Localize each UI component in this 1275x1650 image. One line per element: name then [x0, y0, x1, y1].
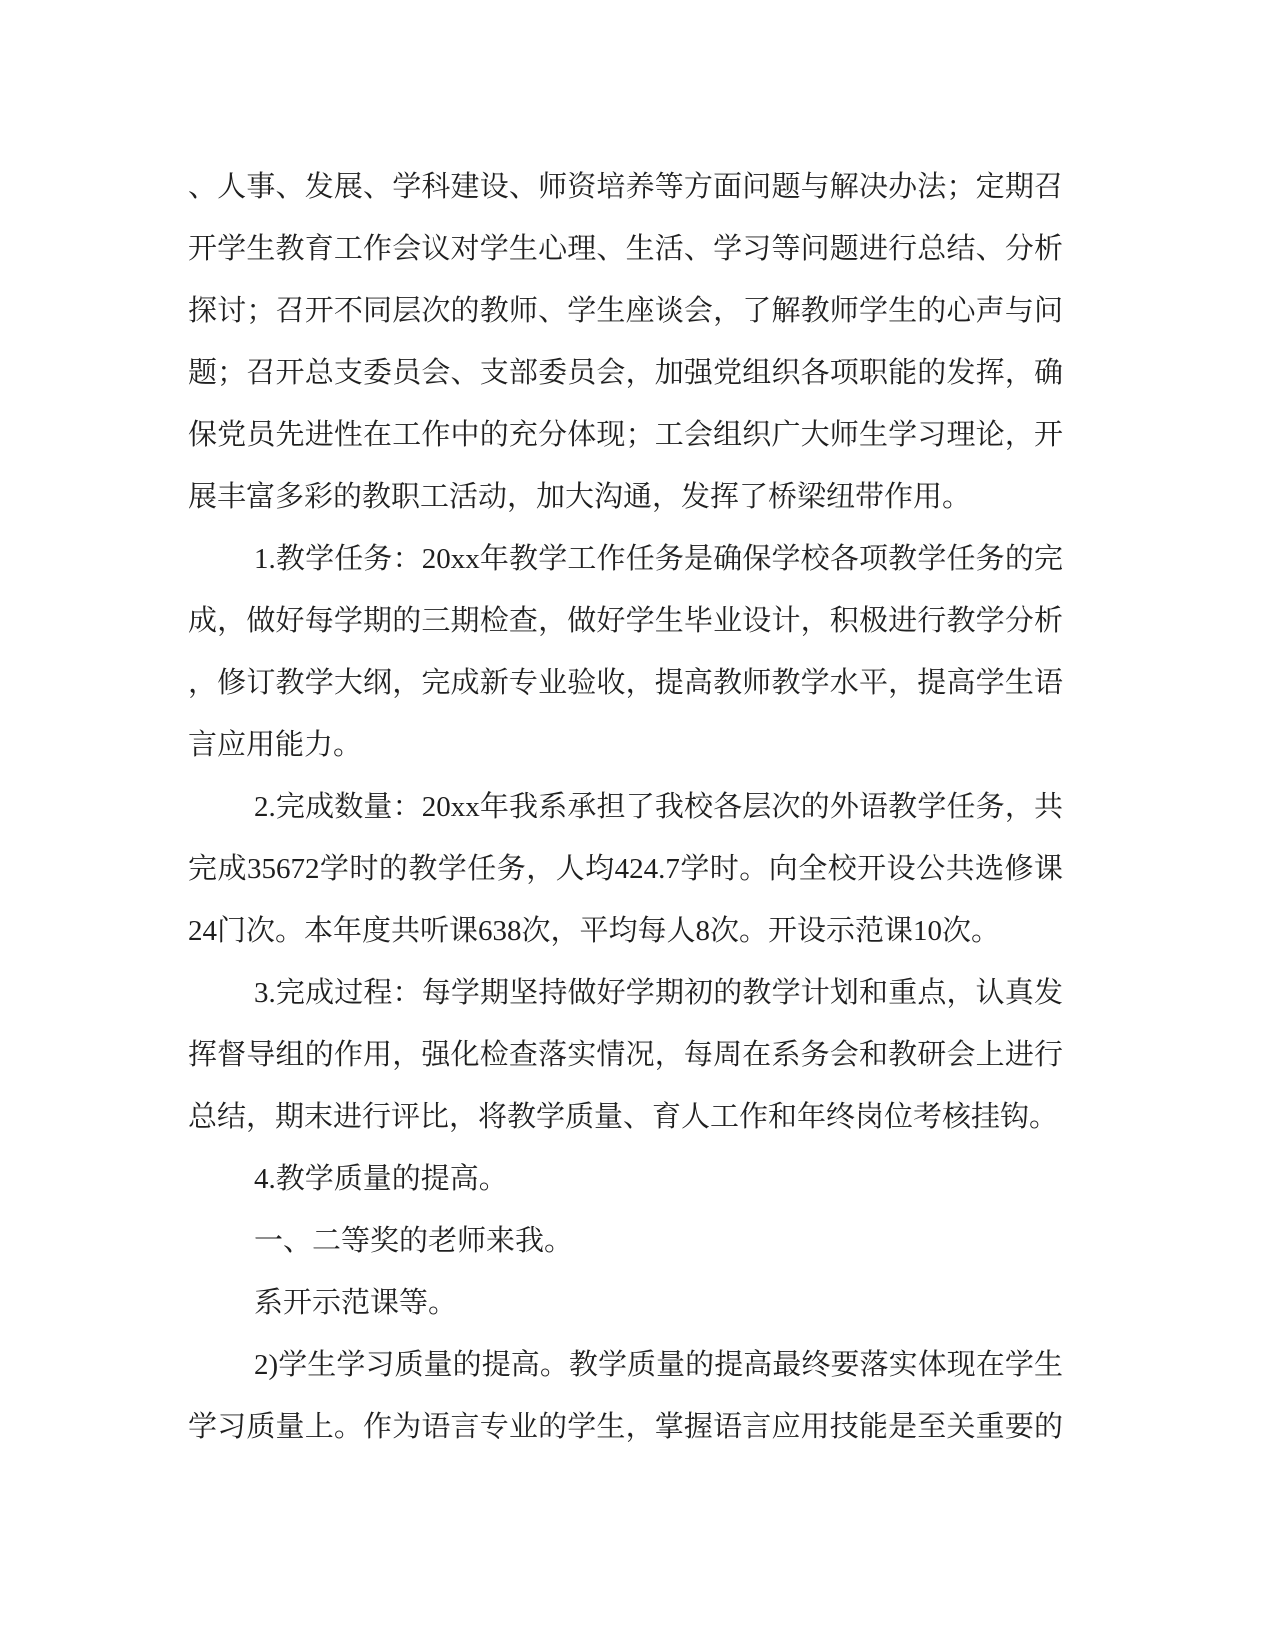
text-line: 展丰富多彩的教职工活动，加大沟通，发挥了桥梁纽带作用。	[188, 481, 972, 513]
text-line: 言应用能力。	[188, 729, 363, 761]
text-line: 3.完成过程：每学期坚持做好学期初的教学计划和重点，认真发	[254, 977, 1063, 1009]
text-line: 1.教学任务：20xx年教学工作任务是确保学校各项教学任务的完	[254, 543, 1063, 575]
text-line: 完成35672学时的教学任务，人均424.7学时。向全校开设公共选修课	[188, 853, 1063, 885]
text-line: 挥督导组的作用，强化检查落实情况，每周在系务会和教研会上进行	[188, 1039, 1063, 1071]
text-line: 2.完成数量：20xx年我系承担了我校各层次的外语教学任务，共	[254, 791, 1063, 823]
text-line: 24门次。本年度共听课638次，平均每人8次。开设示范课10次。	[188, 915, 1001, 947]
text-line: 4.教学质量的提高。	[254, 1163, 508, 1195]
text-line: 、人事、发展、学科建设、师资培养等方面问题与解决办法；定期召	[188, 171, 1063, 203]
text-line: 学习质量上。作为语言专业的学生，掌握语言应用技能是至关重要的	[188, 1411, 1063, 1443]
text-line: 题；召开总支委员会、支部委员会，加强党组织各项职能的发挥，确	[188, 357, 1063, 389]
text-line: 2)学生学习质量的提高。教学质量的提高最终要落实体现在学生	[254, 1349, 1063, 1381]
text-line: 开学生教育工作会议对学生心理、生活、学习等问题进行总结、分析	[188, 233, 1063, 265]
text-line: 总结，期末进行评比，将教学质量、育人工作和年终岗位考核挂钩。	[188, 1101, 1059, 1133]
text-line: 保党员先进性在工作中的充分体现；工会组织广大师生学习理论，开	[188, 419, 1063, 451]
text-line: 系开示范课等。	[254, 1287, 458, 1319]
text-line: 探讨；召开不同层次的教师、学生座谈会，了解教师学生的心声与问	[188, 295, 1063, 327]
text-line: 一、二等奖的老师来我。	[254, 1225, 574, 1257]
text-line: ，修订教学大纲，完成新专业验收，提高教师教学水平，提高学生语	[188, 667, 1063, 699]
document-body	[188, 156, 1063, 1458]
text-line: 成，做好每学期的三期检查，做好学生毕业设计，积极进行教学分析	[188, 605, 1063, 637]
